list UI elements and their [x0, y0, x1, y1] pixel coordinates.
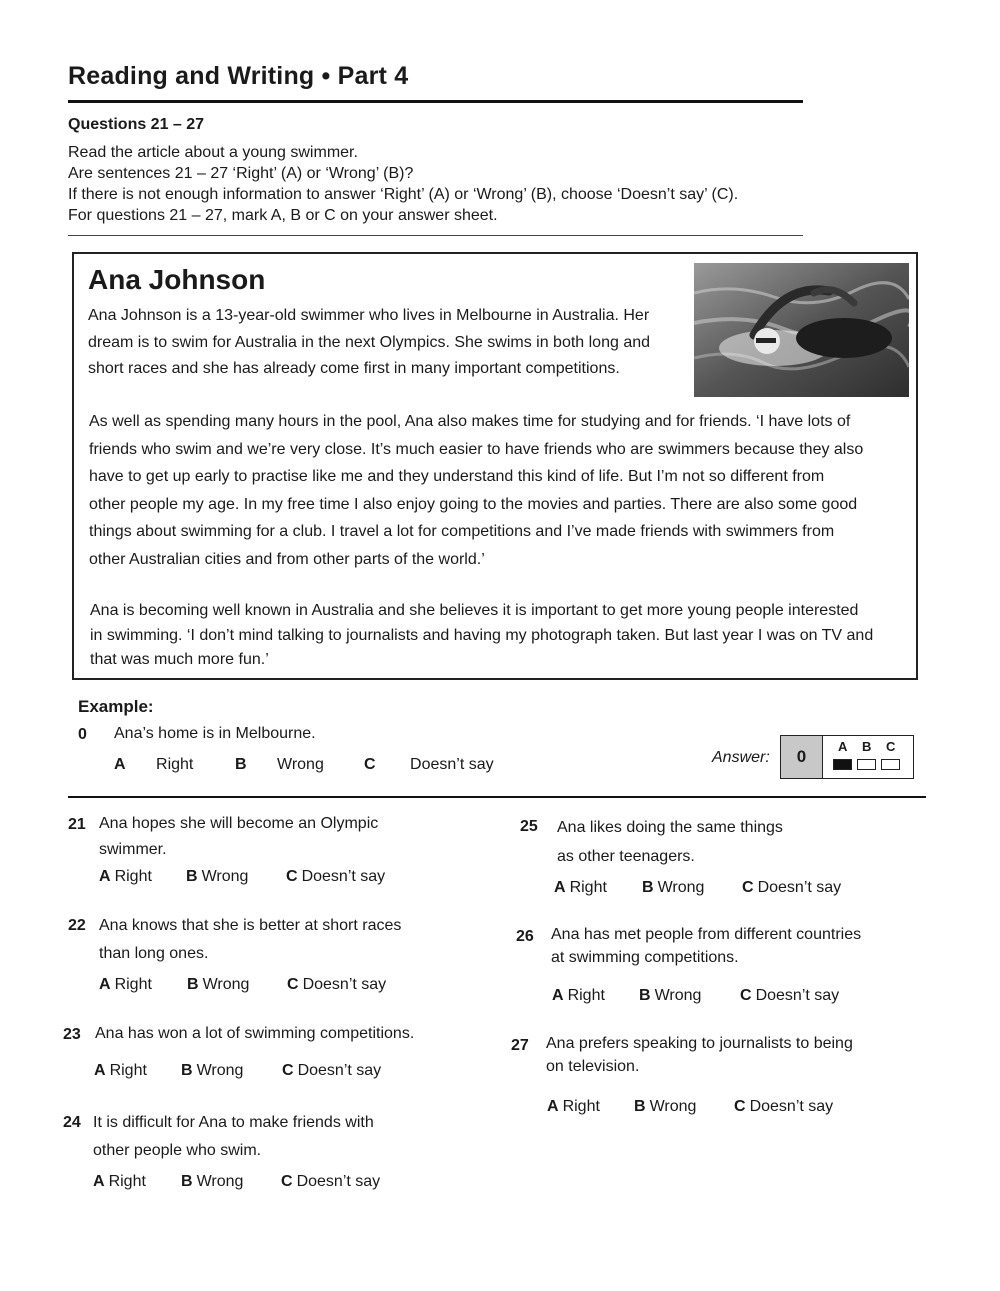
- question-text: [557, 813, 783, 871]
- article-line: dream is to swim for Australia in the next Olympics. She swims in both long and: [88, 333, 651, 351]
- article-line: short races and she has already come first in many important competitions.: [88, 360, 620, 377]
- question-line: It is difficult for Ana to make friends with: [93, 1114, 374, 1131]
- article-line: in swimming. ‘I don’t mind talking to journalists and having my photograph taken. But last year I was on TV and: [90, 626, 874, 644]
- option-text: Doesn’t say: [302, 976, 387, 993]
- option-letter: B: [186, 868, 198, 885]
- q23-option-a[interactable]: [94, 1062, 147, 1080]
- option-letter: C: [364, 756, 376, 773]
- question-line: Ana has met people from different countries: [551, 926, 862, 943]
- option-letter: A: [93, 1173, 105, 1190]
- question-number: 23: [63, 1026, 81, 1043]
- question-text: [93, 1109, 374, 1165]
- question-line: other people who swim.: [93, 1142, 262, 1159]
- question-text: [95, 1021, 414, 1047]
- option-letter: B: [235, 756, 247, 773]
- option-text: Doesn’t say: [297, 1062, 382, 1079]
- option-letter: C: [286, 868, 298, 885]
- question-text: [546, 1032, 853, 1078]
- question-number: 26: [516, 928, 534, 945]
- article-title: Ana Johnson: [88, 264, 266, 295]
- option-letter: A: [547, 1098, 559, 1115]
- option-text: Doesn’t say: [749, 1098, 834, 1115]
- option-letter: A: [114, 756, 126, 773]
- question-number: 25: [520, 818, 538, 835]
- option-text: Wrong: [657, 879, 705, 896]
- option-text: Doesn’t say: [410, 756, 494, 773]
- question-line: at swimming competitions.: [551, 949, 739, 966]
- question-number: 27: [511, 1037, 529, 1054]
- article-line: things about swimming for a club. I travel a lot for competitions and I’ve made friends with swimmers from: [89, 523, 835, 540]
- page-title: Reading and Writing • Part 4: [68, 62, 409, 90]
- option-letter: A: [99, 868, 111, 885]
- question-line: on television.: [546, 1058, 640, 1075]
- option-text: Wrong: [196, 1062, 244, 1079]
- option-text: Right: [567, 987, 605, 1004]
- option-text: Wrong: [201, 868, 249, 885]
- q24-option-b[interactable]: [181, 1173, 243, 1191]
- question-line: Ana has won a lot of swimming competitions.: [95, 1025, 415, 1042]
- q21-option-b[interactable]: [186, 868, 248, 886]
- article-line: Ana Johnson is a 13-year-old swimmer who lives in Melbourne in Australia. Her: [88, 307, 650, 324]
- option-text: Doesn’t say: [757, 879, 842, 896]
- article-paragraph-3: [90, 599, 873, 673]
- option-letter: C: [281, 1173, 293, 1190]
- option-letter: C: [282, 1062, 294, 1079]
- grid-letter-c: C: [886, 739, 896, 754]
- option-letter: A: [554, 879, 566, 896]
- example-divider: [68, 796, 926, 798]
- question-line: Ana prefers speaking to journalists to being: [546, 1035, 853, 1052]
- option-text: Wrong: [196, 1173, 244, 1190]
- q24-option-a[interactable]: [93, 1173, 146, 1191]
- article-line: friends who swim and we’re very close. It’s much easier to have friends who are swimmers because they also: [89, 440, 864, 458]
- q22-option-c[interactable]: [287, 976, 386, 994]
- instruction-line: For questions 21 – 27, mark A, B or C on your answer sheet.: [68, 207, 498, 224]
- option-text: Wrong: [654, 987, 702, 1004]
- article-line: that was much more fun.’: [90, 651, 269, 668]
- option-letter: C: [287, 976, 299, 993]
- swimmer-photo: [694, 263, 909, 397]
- article-paragraph-2: [89, 408, 863, 573]
- answer-number: 0: [781, 736, 823, 778]
- q22-option-b[interactable]: [187, 976, 249, 994]
- q27-option-b[interactable]: [634, 1098, 696, 1116]
- option-text: Doesn’t say: [296, 1173, 381, 1190]
- question-line: Ana hopes she will become an Olympic: [99, 815, 379, 832]
- question-number: 22: [68, 917, 86, 934]
- question-line: Ana knows that she is better at short races: [99, 917, 402, 934]
- option-text: Wrong: [202, 976, 250, 993]
- q26-option-c[interactable]: [740, 987, 839, 1005]
- question-line: than long ones.: [99, 945, 209, 962]
- option-letter: C: [742, 879, 754, 896]
- title-divider: [68, 100, 803, 103]
- questions-range-heading: Questions 21 – 27: [68, 116, 205, 133]
- question-number: 21: [68, 816, 86, 833]
- option-text: Right: [569, 879, 607, 896]
- question-line: swimmer.: [99, 841, 167, 858]
- option-letter: B: [634, 1098, 646, 1115]
- swimmer-photo-graphic: [694, 263, 909, 397]
- answer-cell-c[interactable]: [881, 759, 900, 770]
- option-letter: C: [734, 1098, 746, 1115]
- option-text: Wrong: [277, 756, 324, 773]
- example-option-c: [364, 756, 494, 774]
- grid-letter-b: B: [862, 739, 872, 754]
- question-line: as other teenagers.: [557, 848, 695, 865]
- option-text: Doesn’t say: [755, 987, 840, 1004]
- q23-option-b[interactable]: [181, 1062, 243, 1080]
- option-text: Right: [156, 756, 194, 773]
- example-option-b: [235, 756, 324, 774]
- answer-label: Answer:: [712, 749, 770, 766]
- instruction-line: Read the article about a young swimmer.: [68, 144, 358, 161]
- option-letter: B: [181, 1062, 193, 1079]
- q21-option-a[interactable]: [99, 868, 152, 886]
- article-line: As well as spending many hours in the pool, Ana also makes time for studying and for friends. ‘I have lots of: [89, 413, 851, 430]
- q25-option-b[interactable]: [642, 879, 704, 897]
- instruction-line: If there is not enough information to answer ‘Right’ (A) or ‘Wrong’ (B), choose ‘Doesn’t say’ (C).: [68, 186, 739, 203]
- option-letter: A: [552, 987, 564, 1004]
- option-text: Doesn’t say: [301, 868, 386, 885]
- option-text: Right: [562, 1098, 600, 1115]
- q21-option-c[interactable]: [286, 868, 385, 886]
- example-option-a: [114, 756, 193, 774]
- q25-option-c[interactable]: [742, 879, 841, 897]
- option-letter: B: [181, 1173, 193, 1190]
- article-line: Ana is becoming well known in Australia and she believes it is important to get more young people interested: [90, 602, 859, 619]
- option-letter: B: [639, 987, 651, 1004]
- article-line: have to get up early to practise like me and they understand this kind of life. But I’m not so different from: [89, 468, 825, 485]
- option-letter: A: [94, 1062, 106, 1079]
- option-text: Right: [114, 976, 152, 993]
- example-question: Ana’s home is in Melbourne.: [114, 725, 316, 742]
- option-text: Right: [108, 1173, 146, 1190]
- q25-option-a[interactable]: [554, 879, 607, 897]
- question-text: [99, 912, 401, 968]
- instructions-divider: [68, 235, 803, 236]
- question-line: Ana likes doing the same things: [557, 819, 783, 836]
- q22-option-a[interactable]: [99, 976, 152, 994]
- article-paragraph-1: [88, 303, 650, 383]
- option-letter: A: [99, 976, 111, 993]
- instruction-line: Are sentences 21 – 27 ‘Right’ (A) or ‘Wrong’ (B)?: [68, 165, 414, 182]
- q26-option-b[interactable]: [639, 987, 701, 1005]
- question-number: 24: [63, 1114, 81, 1131]
- q26-option-a[interactable]: [552, 987, 605, 1005]
- q23-option-c[interactable]: [282, 1062, 381, 1080]
- article-line: other Australian cities and from other parts of the world.’: [89, 550, 485, 568]
- option-letter: B: [187, 976, 199, 993]
- grid-letter-a: A: [838, 739, 848, 754]
- option-text: Wrong: [649, 1098, 697, 1115]
- example-heading: Example:: [78, 697, 154, 716]
- answer-cell-a[interactable]: [833, 759, 852, 770]
- q24-option-c[interactable]: [281, 1173, 380, 1191]
- option-letter: C: [740, 987, 752, 1004]
- option-text: Right: [114, 868, 152, 885]
- q27-option-c[interactable]: [734, 1098, 833, 1116]
- question-text: [99, 811, 378, 863]
- answer-cell-b[interactable]: [857, 759, 876, 770]
- option-text: Right: [109, 1062, 147, 1079]
- question-text: [551, 923, 861, 969]
- example-number: 0: [78, 726, 87, 743]
- q27-option-a[interactable]: [547, 1098, 600, 1116]
- article-line: other people my age. In my free time I also enjoy going to the movies and parties. There are also some good: [89, 495, 858, 513]
- option-letter: B: [642, 879, 654, 896]
